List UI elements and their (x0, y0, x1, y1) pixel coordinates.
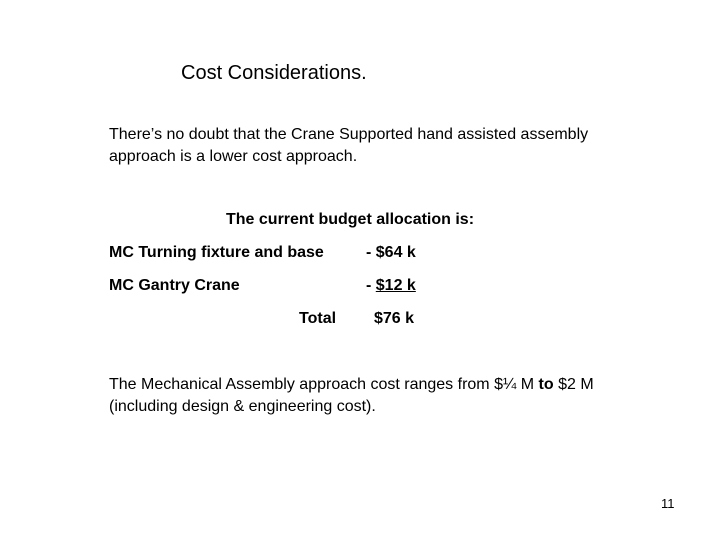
mechanical-text-bold: to (538, 376, 554, 393)
budget-item-amount (366, 244, 416, 262)
budget-heading: The current budget allocation is: (226, 211, 475, 228)
budget-item-label: MC Turning fixture and base (109, 244, 324, 261)
amount-value: $64 k (375, 244, 416, 261)
budget-item-label: MC Gantry Crane (109, 277, 240, 294)
amount-value: $12 k (375, 277, 416, 294)
mechanical-text-part2: $2 M (including design & engineering cost). (109, 376, 594, 415)
amount-prefix: - (366, 277, 376, 294)
intro-paragraph: There’s no doubt that the Crane Supported hand assisted assembly approach is a lower cost approach. (109, 126, 589, 165)
total-amount: $76 k (374, 310, 415, 327)
amount-prefix: - (366, 244, 376, 261)
mechanical-text-part1: The Mechanical Assembly approach cost ranges from $¼ M (109, 376, 539, 393)
total-label: Total (299, 310, 337, 327)
page-number: 11 (661, 496, 675, 511)
slide-title: Cost Considerations. (181, 62, 367, 84)
budget-item-amount (366, 277, 416, 295)
mechanical-paragraph (109, 374, 629, 418)
